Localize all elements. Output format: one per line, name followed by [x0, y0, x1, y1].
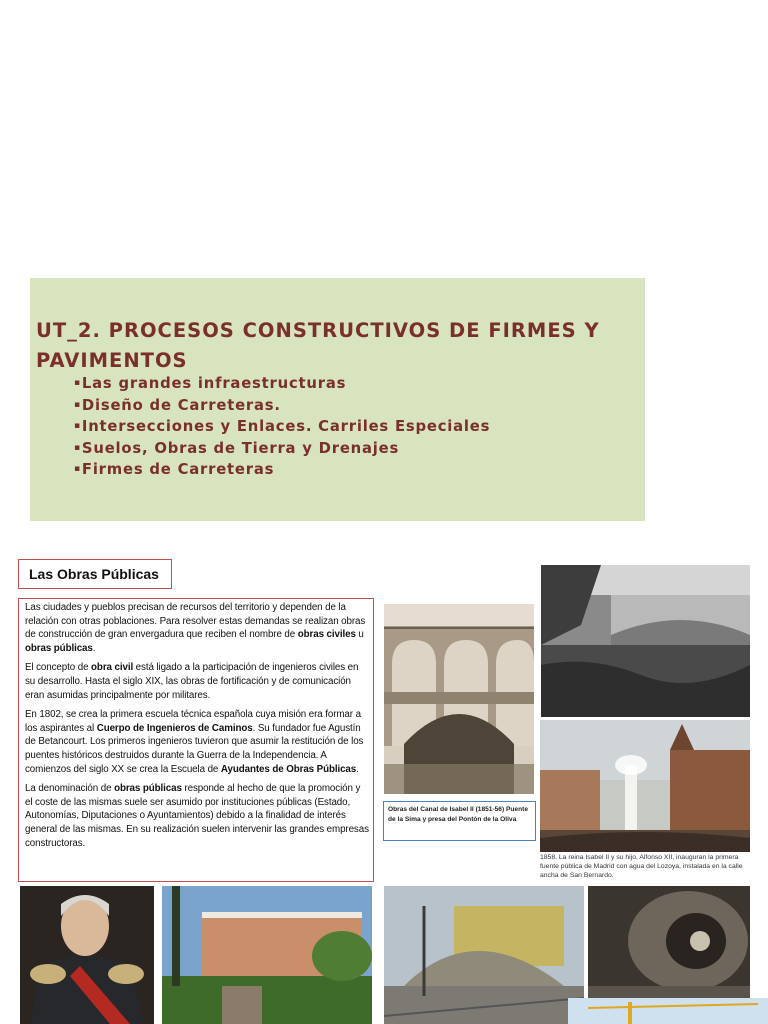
- topic-item: ▪Suelos, Obras de Tierra y Drenajes: [74, 439, 400, 457]
- aqueduct-photo: [384, 604, 534, 794]
- section-title: Las Obras Públicas: [18, 559, 172, 589]
- topic-list: [74, 373, 490, 481]
- paragraph-2: El concepto de obra civil está ligado a la participación de ingenieros civiles en su desarrollo. Hasta el siglo XIX, las obras de fortificación y de comunicación eran asumidas principalmente por militares.: [25, 662, 359, 701]
- topic-item: ▪Diseño de Carreteras.: [74, 396, 281, 414]
- bullet-icon: ▪: [74, 464, 81, 475]
- canal-caption: Obras del Canal de Isabel II (1851-56) Puente de la Sima y presa del Pontón de la Oliva: [383, 801, 536, 841]
- paragraph-3: En 1802, se crea la primera escuela técnica española cuya misión era formar a los aspirantes al Cuerpo de Ingenieros de Caminos. Su fundador fue Agustín de Betancourt. Los primeros ingenieros tuvieron que asumir la restitución de los puentes históricos destruidos durante la Guerra de la Independencia. A comienzos del siglo XX se crea la Escuela de Ayudantes de Obras Públicas.: [25, 709, 364, 775]
- topic-item: ▪Las grandes infraestructuras: [74, 375, 347, 392]
- betancourt-portrait: [20, 886, 154, 1024]
- paragraph-1: Las ciudades y pueblos precisan de recursos del territorio y dependen de la relación con otras poblaciones. Para resolver estas demandas se realizan obras de construcción de gran envergadura que reciben el nombre de obras civiles u obras públicas.: [25, 602, 366, 654]
- fountain-painting: [540, 720, 750, 852]
- topic-item: ▪Firmes de Carreteras: [74, 461, 275, 479]
- canal-construction-photo: [541, 565, 750, 717]
- body-text-box: [18, 598, 374, 882]
- construction-crane-photo: [568, 998, 768, 1024]
- tunnel-portal-photo: [384, 886, 584, 1024]
- bullet-icon: ▪: [74, 421, 81, 432]
- topic-item: ▪Intersecciones y Enlaces. Carriles Especiales: [74, 418, 491, 436]
- unit-title: UT_2. PROCESOS CONSTRUCTIVOS DE FIRMES Y PAVIMENTOS: [36, 319, 600, 372]
- fountain-caption: 1858. La reina Isabel II y su hijo, Alfonso XII, inauguran la primera fuente pública de Madrid con agua del Lozoya, instalada en la calle ancha de San Bernardo.: [540, 854, 743, 879]
- school-building-photo: [162, 886, 372, 1024]
- paragraph-4: La denominación de obras públicas responde al hecho de que la promoción y el coste de las mismas suele ser asumido por instituciones públicas (Estado, Autonomías, Diputaciones o Ayuntamientos) debido a la finalidad de interés general de las mismas. En su realización suelen intervenir las grandes empresas constructoras.: [25, 783, 369, 849]
- bullet-icon: ▪: [74, 442, 81, 453]
- bullet-icon: ▪: [74, 378, 81, 388]
- bullet-icon: ▪: [74, 399, 81, 410]
